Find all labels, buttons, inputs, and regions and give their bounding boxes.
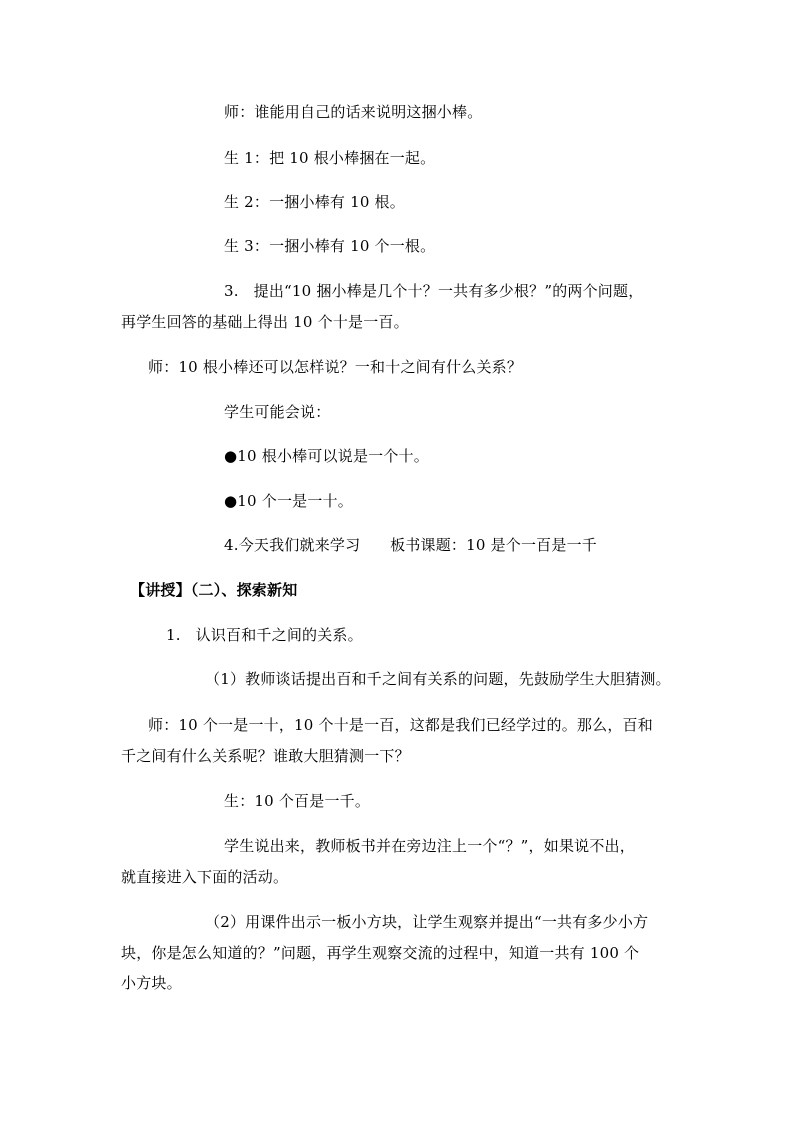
teacher-note-line-2: 就直接进入下面的活动。 [121, 868, 289, 886]
section-heading-explore: 【讲授】（二）、探索新知 [130, 581, 298, 599]
step-1-heading: 1. 认识百和千之间的关系。 [166, 626, 363, 644]
dialogue-student-answer: 生：10 个百是一千。 [224, 792, 371, 810]
sub-step-2-line-2: 块，你是怎么知道的？”问题，再学生观察交流的过程中，知道一共有 100 个 [121, 944, 640, 962]
teacher-note-line-1: 学生说出来，教师板书并在旁边注上一个“？”，如果说不出， [224, 837, 635, 855]
sub-step-1: （1）教师谈话提出百和千之间有关系的问题，先鼓励学生大胆猜测。 [205, 670, 671, 688]
dialogue-teacher-hundred-line-1: 师：10 个一是一十，10 个十是一百，这都是我们已经学过的。那么，百和 [148, 716, 653, 734]
sub-step-2-line-1: （2）用课件出示一板小方块，让学生观察并提出“一共有多少小方 [205, 913, 649, 931]
dialogue-student-3: 生 3：一捆小棒有 10 个一根。 [224, 237, 436, 255]
step-4-lesson-title: 4.今天我们就来学习 板书课题：10 是个一百是一千 [224, 536, 597, 554]
students-may-say: 学生可能会说： [224, 403, 331, 421]
step-3-line-2: 再学生回答的基础上得出 10 个十是一百。 [121, 313, 409, 331]
bullet-item-1: ●10 根小棒可以说是一个十。 [224, 447, 429, 465]
step-3-line-1: 3. 提出“10 捆小棒是几个十？一共有多少根？”的两个问题， [224, 282, 644, 300]
bullet-item-2: ●10 个一是一十。 [224, 492, 353, 510]
dialogue-teacher-relation: 师：10 根小棒还可以怎样说？一和十之间有什么关系？ [148, 358, 523, 376]
dialogue-teacher-question: 师：谁能用自己的话来说明这捆小棒。 [224, 103, 483, 121]
dialogue-student-1: 生 1：把 10 根小棒捆在一起。 [224, 149, 436, 167]
dialogue-student-2: 生 2：一捆小棒有 10 根。 [224, 193, 405, 211]
sub-step-2-line-3: 小方块。 [121, 974, 182, 992]
dialogue-teacher-hundred-line-2: 千之间有什么关系呢？谁敢大胆猜测一下？ [121, 747, 410, 765]
